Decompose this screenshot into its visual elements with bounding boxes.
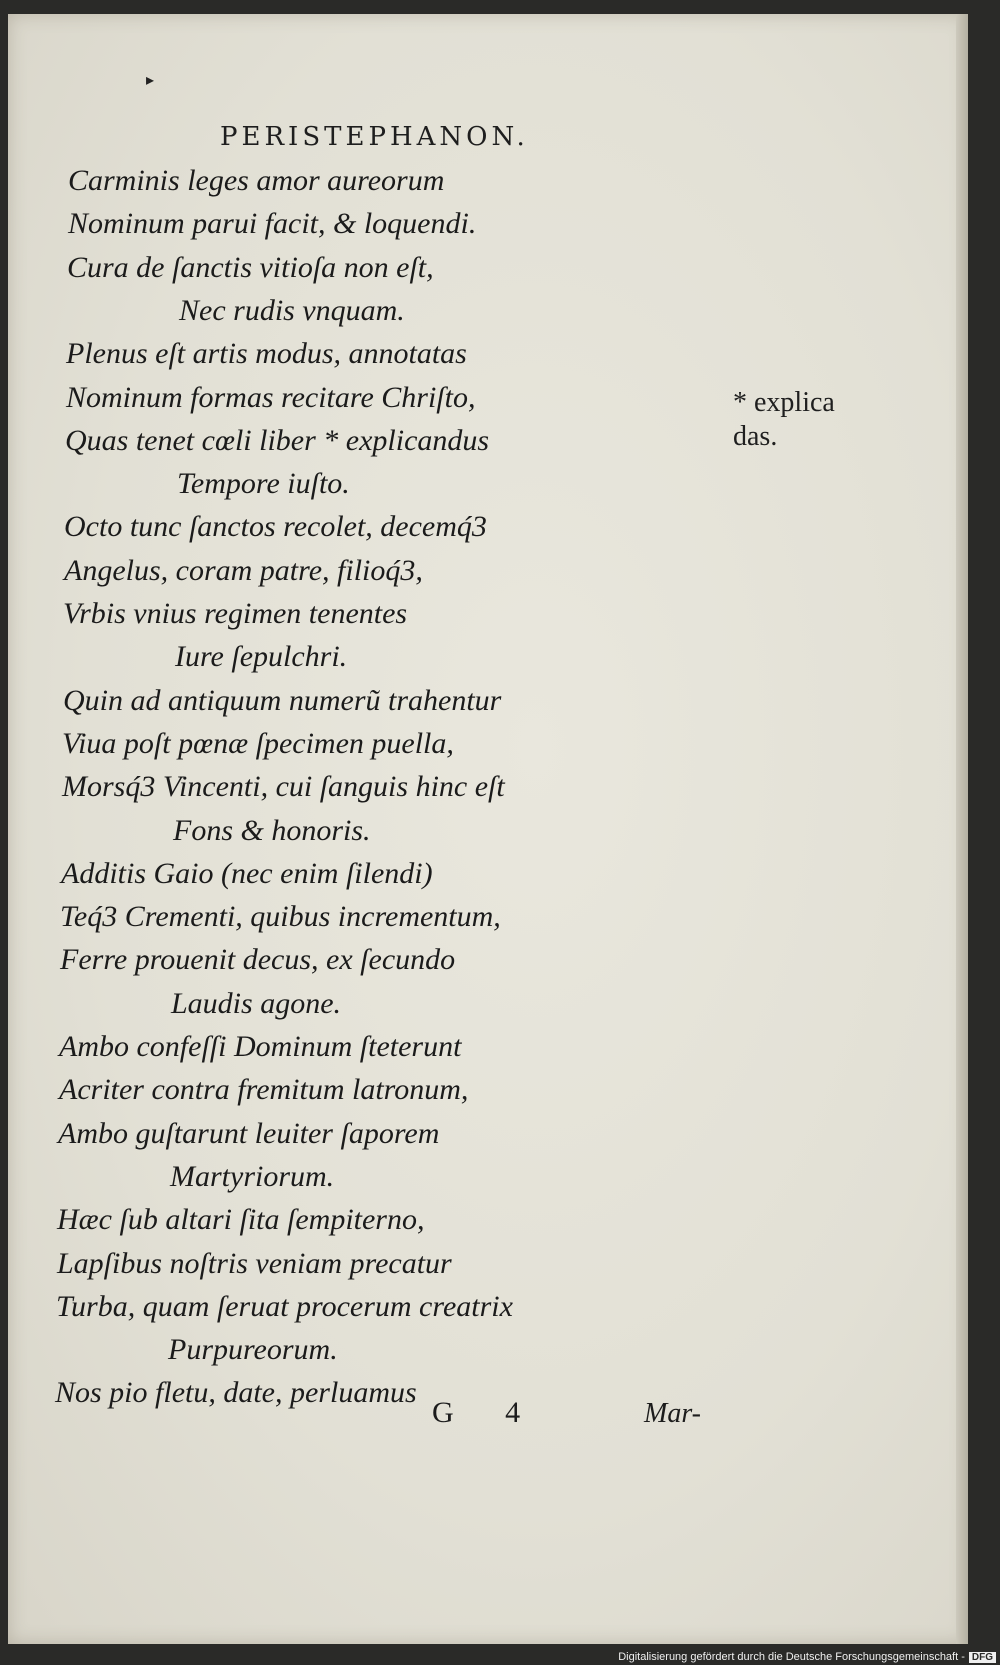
footer-text: Digitalisierung gefördert durch die Deutsche Forschungsgemeinschaft - [618,1651,965,1663]
verse-line: Nominum formas recitare Chriſto, [66,381,476,414]
verse-line: Nec rudis vnquam. [179,294,405,327]
verse-line: Ambo confeſſi Dominum ſteterunt [59,1030,462,1063]
verse-line: Purpureorum. [168,1333,338,1366]
verse-line: Additis Gaio (nec enim ſilendi) [61,857,433,890]
verse-line: Laudis agone. [171,987,342,1020]
verse-line: Turba, quam ſeruat procerum creatrix [56,1290,513,1323]
ink-mark: ▸ [146,70,155,89]
verse-line: Carminis leges amor aureorum [68,164,445,197]
dfg-logo: DFG [969,1652,996,1663]
verse-line: Viua poſt pœnæ ſpecimen puella, [62,727,454,760]
verse-line: Martyriorum. [170,1160,335,1193]
verse-line: Quin ad antiquum numerũ trahentur [63,684,502,717]
catchword: Mar- [644,1398,701,1429]
verse-line: Fons & honoris. [173,814,371,847]
verse-line: Vrbis vnius regimen tenentes [63,597,408,630]
margin-note-line: das. [733,421,778,452]
verse-line: Morsq́3 Vincenti, cui ſanguis hinc eſt [62,770,505,803]
verse-line: Nominum parui facit, & loquendi. [68,207,477,240]
verse-line: Octo tunc ſanctos recolet, decemq́3 [64,510,487,543]
digitization-footer [618,1651,996,1663]
verse-line: Cura de ſanctis vitioſa non eſt, [67,251,434,284]
verse-line: Ferre prouenit decus, ex ſecundo [60,943,456,976]
verse-line: Quas tenet cœli liber * explicandus [65,424,490,457]
margin-note-line: * explica [733,387,835,418]
verse-line: Lapſibus noſtris veniam precatur [57,1247,452,1280]
page-edge [956,14,968,1644]
margin-note [733,386,835,454]
book-page [8,14,968,1644]
verse-line: Tempore iuſto. [177,467,350,500]
signature-mark: G 4 [432,1396,543,1429]
verse-line: Teq́3 Crementi, quibus incrementum, [60,900,501,933]
verse-line: Hæc ſub altari ſita ſempiterno, [57,1203,425,1236]
verse-line: Angelus, coram patre, filioq́3, [64,554,423,587]
verse-line: Acriter contra fremitum latronum, [59,1073,469,1106]
verse-line: Nos pio fletu, date, perluamus [55,1376,417,1409]
verse-line: Ambo guſtarunt leuiter ſaporem [58,1117,440,1150]
running-head: PERISTEPHANON. [220,122,529,152]
verse-line: Plenus eſt artis modus, annotatas [66,337,467,370]
verse-line: Iure ſepulchri. [175,640,348,673]
